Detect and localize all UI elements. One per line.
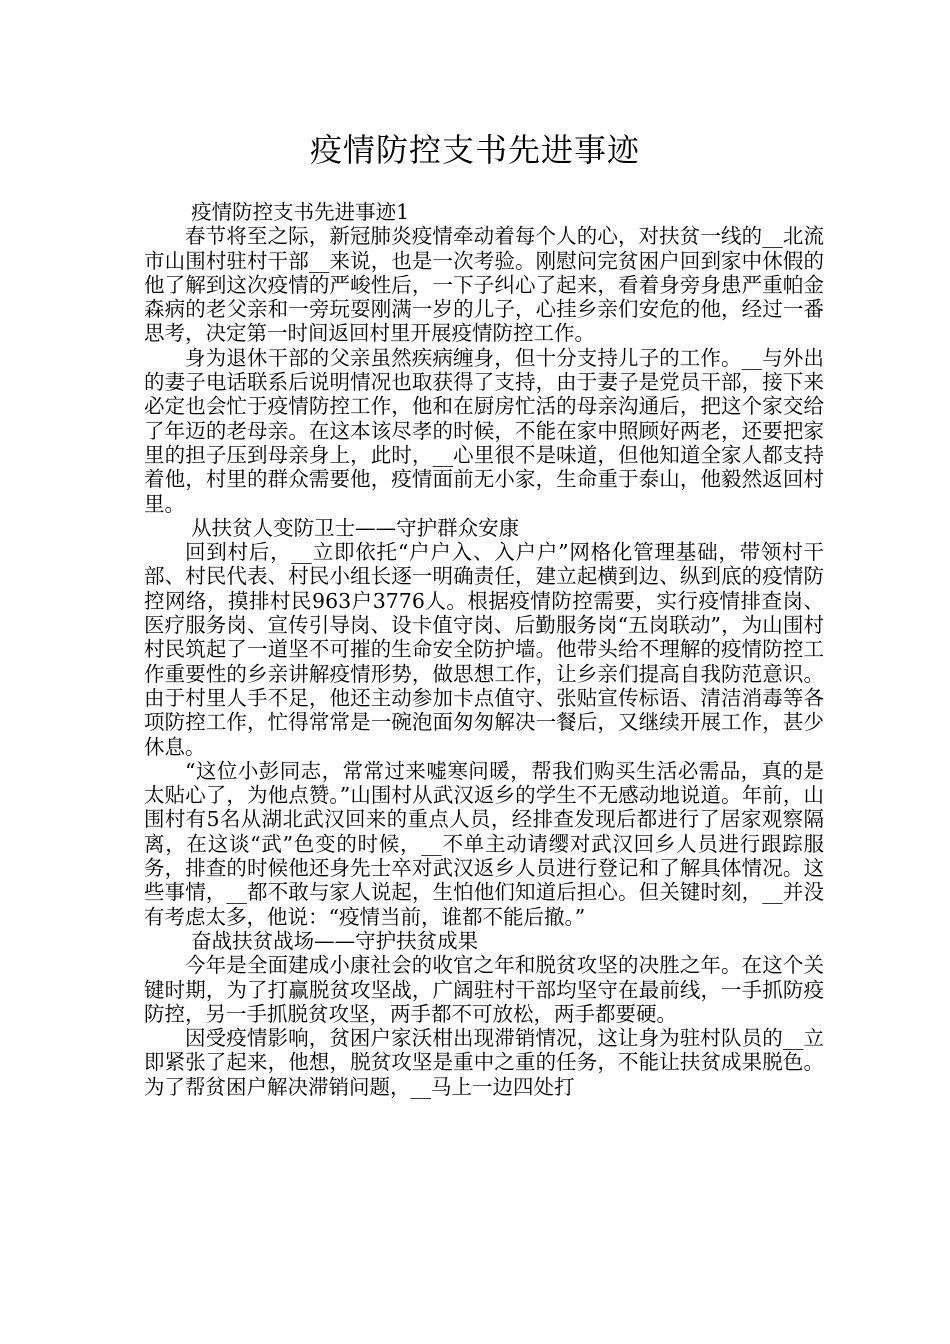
paragraph: 今年是全面建成小康社会的收官之年和脱贫攻坚的决胜之年。在这个关键时期，为了打赢脱贫攻坚战，广阔驻村干部均坚守在最前线，一手抓防疫防控，另一手抓脱贫攻坚，两手都不可放松，两手都要硬。 (144, 953, 824, 1026)
document-body (144, 200, 824, 1099)
paragraph: 回到村后，__立即依托“户户入、入户户”网格化管理基础，带领村干部、村民代表、村民小组长逐一明确责任，建立起横到边、纵到底的疫情防控网络，摸排村民963户3776人。根据疫情防控需要，实行疫情排查岗、医疗服务岗、宣传引导岗、设卡值守岗、后勤服务岗“五岗联动”，为山围村村民筑起了一道坚不可摧的生命安全防护墙。他带头给不理解的疫情防控工作重要性的乡亲讲解疫情形势，做思想工作，让乡亲们提高自我防范意识。由于村里人手不足，他还主动参加卡点值守、张贴宣传标语、清洁消毒等各项防控工作，忙得常常是一碗泡面匆匆解决一餐后，又继续开展工作，甚少休息。 (144, 540, 824, 759)
section-heading: 奋战扶贫战场——守护扶贫成果 (191, 928, 479, 953)
paragraph: “这位小彭同志，常常过来嘘寒问暖，帮我们购买生活必需品，真的是太贴心了，为他点赞。”山围村从武汉返乡的学生不无感动地说道。年前，山围村有5名从湖北武汉回来的重点人员，经排查发现后都进行了居家观察隔离，在这谈“武”色变的时候，__不单主动请缨对武汉回乡人员进行跟踪服务，排查的时候他还身先士卒对武汉返乡人员进行登记和了解具体情况。这些事情，__都不敢与家人说起，生怕他们知道后担心。但关键时刻，__并没有考虑太多，他说：“疫情当前，谁都不能后撤。” (144, 758, 824, 929)
paragraph: 春节将至之际，新冠肺炎疫情牵动着每个人的心，对扶贫一线的__北流市山围村驻村干部__来说，也是一次考验。刚慰问完贫困户回到家中休假的他了解到这次疫情的严峻性后，一下子纠心了起来，看着身旁身患严重帕金森病的老父亲和一旁玩耍刚满一岁的儿子，心挂乡亲们安危的他，经过一番思考，决定第一时间返回村里开展疫情防控工作。 (144, 224, 824, 346)
document-title: 疫情防控支书先进事迹 (309, 131, 640, 169)
paragraph: 身为退休干部的父亲虽然疾病缠身，但十分支持儿子的工作。__与外出的妻子电话联系后说明情况也取获得了支持，由于妻子是党员干部，接下来必定也会忙于疫情防控工作，他和在厨房忙活的母亲沟通后，把这个家交给了年迈的老母亲。在这本该尽孝的时候，不能在家中照顾好两老，还要把家里的担子压到母亲身上，此时，__心里很不是味道，但他知道全家人都支持着他，村里的群众需要他，疫情面前无小家，生命重于泰山，他毅然返回村里。 (144, 345, 824, 516)
paragraph: 因受疫情影响，贫困户家沃柑出现滞销情况，这让身为驻村队员的__立即紧张了起来，他想，脱贫攻坚是重中之重的任务，不能让扶贫成果脱色。为了帮贫困户解决滞销问题，__马上一边四处打 (144, 1026, 824, 1099)
section-heading: 疫情防控支书先进事迹1 (191, 200, 410, 224)
section-heading: 从扶贫人变防卫士——守护群众安康 (191, 515, 520, 540)
